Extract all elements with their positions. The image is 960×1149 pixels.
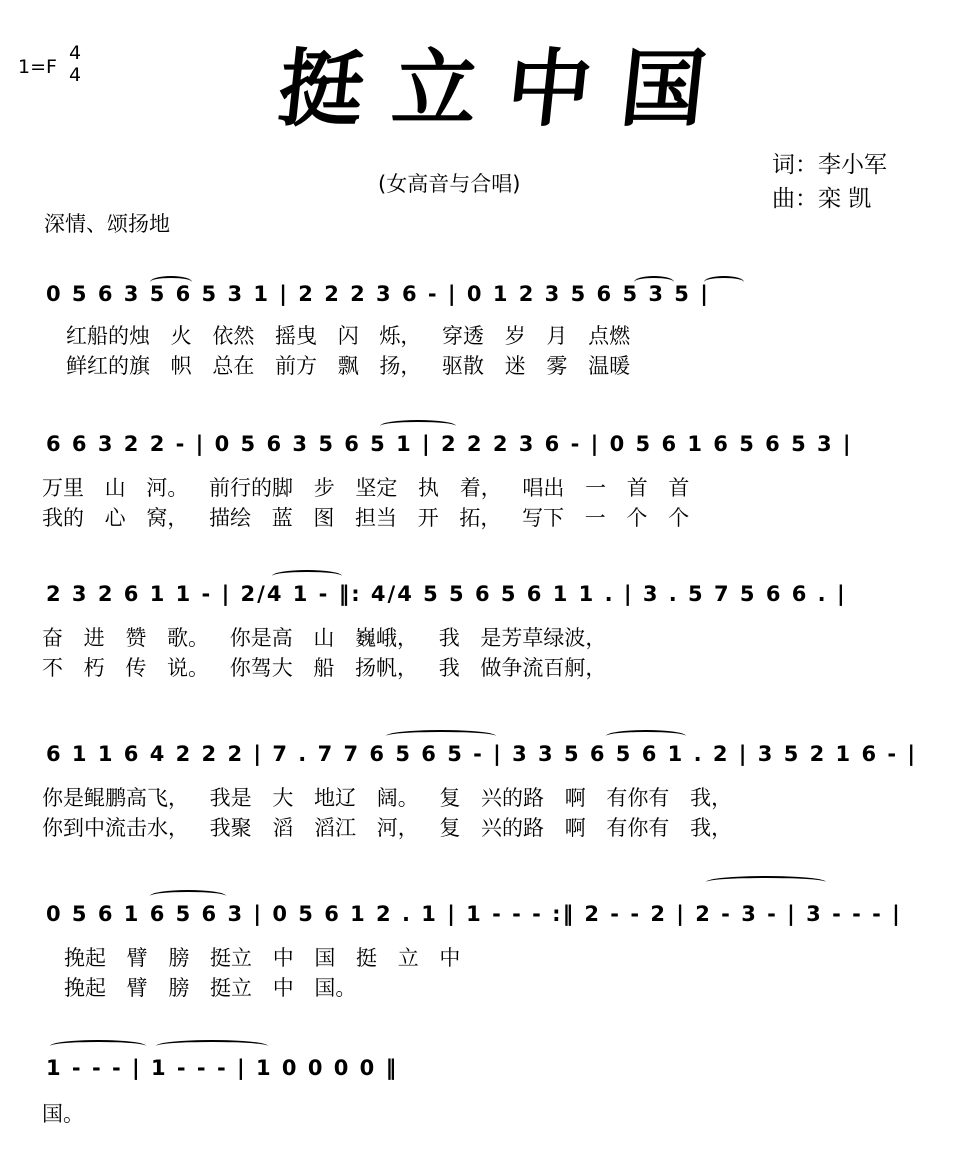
song-subtitle: (女高音与合唱) xyxy=(378,172,521,196)
tempo-marking: 深情、颂扬地 xyxy=(44,212,170,236)
lyric-verse-1: 万里 山 河。 前行的脚 步 坚定 执 着， 唱出 一 首 首 xyxy=(42,476,690,500)
slur-mark xyxy=(272,570,342,582)
lyric-verse-1: 奋 进 赞 歌。 你是高 山 巍峨， 我 是芳草绿波， xyxy=(42,626,607,650)
lyric-verse-2: 你到中流击水， 我聚 滔 滔江 河， 复 兴的路 啊 有你有 我， xyxy=(42,816,733,840)
slur-mark xyxy=(150,890,226,902)
slur-mark xyxy=(634,276,674,288)
lyricist-credit: 词：李小军 xyxy=(772,152,887,178)
time-signature-bottom: 4 xyxy=(68,64,82,86)
slur-mark xyxy=(156,1040,268,1052)
lyric-verse-2: 鲜红的旗 帜 总在 前方 飘 扬， 驱散 迷 雾 温暖 xyxy=(66,354,631,378)
lyric-verse-2: 挽起 臂 膀 挺立 中 国。 xyxy=(64,976,357,1000)
composer-credit: 曲：栾 凯 xyxy=(772,186,872,212)
time-signature-top: 4 xyxy=(68,42,82,64)
lyric-verse-1: 挽起 臂 膀 挺立 中 国 挺 立 中 xyxy=(64,946,461,970)
slur-mark xyxy=(50,1040,146,1052)
lyric-verse-1: 红船的烛 火 依然 摇曳 闪 烁， 穿透 岁 月 点燃 xyxy=(66,324,631,348)
slur-mark xyxy=(386,730,496,742)
notation-line: 2 3 2 6 1 1 - | 2/4 1 - ‖: 4/4 5 5 6 5 6 1 1 . | 3 . 5 7 5 6 6 . | xyxy=(46,582,847,606)
slur-mark xyxy=(380,420,456,432)
notation-line: 1 - - - | 1 - - - | 1 0 0 0 0 ‖ xyxy=(46,1056,399,1080)
lyric-verse-1: 你是鲲鹏高飞， 我是 大 地辽 阔。 复 兴的路 啊 有你有 我， xyxy=(42,786,733,810)
slur-mark xyxy=(150,276,192,288)
slur-mark xyxy=(606,730,686,742)
slur-mark xyxy=(706,876,826,888)
notation-line: 0 5 6 1 6 5 6 3 | 0 5 6 1 2 . 1 | 1 - - - :‖ 2 - - 2 | 2 - 3 - | 3 - - - | xyxy=(46,902,902,926)
time-signature xyxy=(68,42,82,86)
lyric-verse-1: 国。 xyxy=(42,1102,84,1126)
lyric-verse-2: 我的 心 窝， 描绘 蓝 图 担当 开 拓， 写下 一 个 个 xyxy=(42,506,690,530)
notation-line: 6 6 3 2 2 - | 0 5 6 3 5 6 5 1 | 2 2 2 3 6 - | 0 5 6 1 6 5 6 5 3 | xyxy=(46,432,853,456)
notation-line: 0 5 6 3 5 6 5 3 1 | 2 2 2 3 6 - | 0 1 2 3 5 6 5 3 5 | xyxy=(46,282,710,306)
notation-line: 6 1 1 6 4 2 2 2 | 7 . 7 7 6 5 6 5 - | 3 3 5 6 5 6 1 . 2 | 3 5 2 1 6 - | xyxy=(46,742,918,766)
song-title: 挺立中国 xyxy=(274,39,741,138)
slur-mark xyxy=(704,276,744,288)
key-signature: 1=F xyxy=(18,56,57,78)
lyric-verse-2: 不 朽 传 说。 你驾大 船 扬帆， 我 做争流百舸， xyxy=(42,656,607,680)
